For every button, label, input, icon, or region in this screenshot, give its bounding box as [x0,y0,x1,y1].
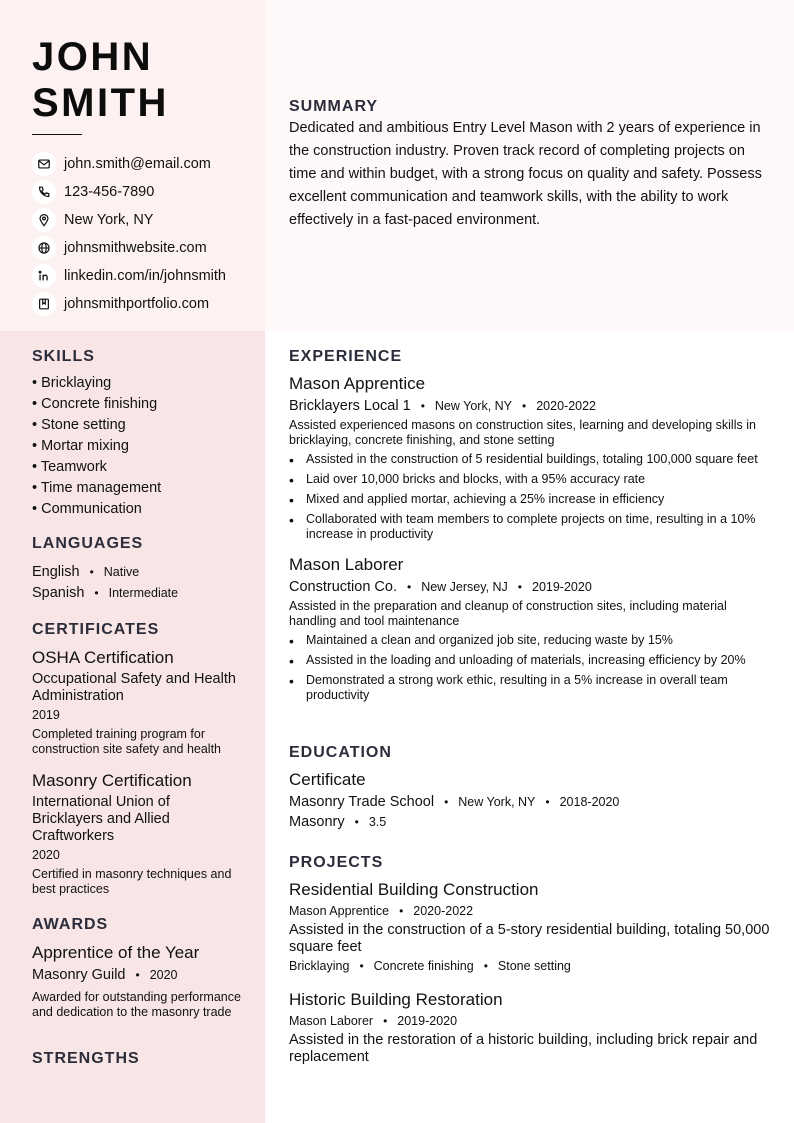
last-name: SMITH [32,81,169,125]
awards-heading: AWARDS [32,916,109,933]
summary-heading: SUMMARY [289,98,379,115]
location-text: New York, NY [64,212,154,228]
contact-website[interactable] [32,234,226,262]
project-meta [289,901,773,921]
languages-heading: LANGUAGES [32,535,144,552]
job-bullets [289,633,773,703]
experience-item [289,373,773,542]
separator-dot: • [89,565,94,579]
job-title: Mason Apprentice [289,374,426,393]
award-item [32,942,242,1020]
education-school: Masonry Trade School [289,794,435,810]
certificate-title: OSHA Certification [32,648,174,667]
job-location: New York, NY [434,399,513,413]
projects-heading: PROJECTS [289,854,384,871]
separator-dot: • [94,586,99,600]
education-dates: 2018-2020 [559,795,620,809]
separator-dot: • [420,399,425,413]
phone-icon [32,180,56,204]
experience-heading: EXPERIENCE [289,348,403,365]
project-tag: Stone setting [497,959,571,973]
separator-dot: • [517,580,522,594]
separator-dot: • [545,795,550,809]
certificates-heading: CERTIFICATES [32,621,160,638]
job-location: New Jersey, NJ [421,580,508,594]
separator-dot: • [483,959,488,973]
skill-item: • Concrete finishing [32,396,158,412]
job-meta [289,396,773,416]
project-title: Residential Building Construction [289,880,539,899]
language-level: Intermediate [108,586,179,600]
skill-item: • Stone setting [32,417,126,433]
job-bullet: • Collaborated with team members to complete projects on time, resulting in a 10% increase in productivity [289,512,773,542]
education-meta [289,792,773,812]
education-field-row [289,812,773,832]
certificate-title: Masonry Certification [32,771,192,790]
separator-dot: • [444,795,449,809]
linkedin-icon [32,264,56,288]
award-title: Apprentice of the Year [32,943,200,962]
job-bullet: • Assisted in the loading and unloading of materials, increasing efficiency by 20% [289,653,773,668]
separator-dot: • [399,904,404,918]
separator-dot: • [354,815,359,829]
first-name: JOHN [32,35,154,79]
strengths-section [32,1050,242,1068]
project-role: Mason Laborer [289,1014,374,1028]
project-description: Assisted in the restoration of a historic building, including brick repair and replacement [289,1032,758,1065]
language-name: Spanish [32,585,85,601]
certificate-year: 2020 [32,848,60,862]
certificate-desc: Certified in masonry techniques and best practices [32,867,232,896]
map-pin-icon [32,208,56,232]
separator-dot: • [407,580,412,594]
certificate-item [32,770,242,897]
project-tag: Concrete finishing [373,959,474,973]
certificate-issuer: International Union of Bricklayers and Allied Craftworkers [32,794,170,844]
skills-section [32,348,242,520]
languages-section [32,535,242,604]
language-name: English [32,564,80,580]
project-role: Mason Apprentice [289,904,390,918]
awards-section [32,916,242,1020]
separator-dot: • [522,399,527,413]
language-level: Native [103,565,140,579]
language-row [32,583,242,604]
website-text: johnsmithwebsite.com [64,240,207,256]
project-dates: 2020-2022 [413,904,474,918]
skill-item: • Communication [32,501,142,517]
education-gpa: 3.5 [368,815,387,829]
skill-item: • Mortar mixing [32,438,129,454]
skill-item: • Bricklaying [32,375,112,391]
contact-portfolio[interactable] [32,290,226,318]
skill-item: • Teamwork [32,459,107,475]
project-description: Assisted in the construction of a 5-story residential building, totaling 50,000 square feet [289,922,770,955]
project-item [289,989,773,1066]
certificate-year: 2019 [32,708,60,722]
education-degree: Certificate [289,770,366,789]
job-company: Bricklayers Local 1 [289,398,411,414]
bookmark-icon [32,292,56,316]
language-row [32,562,242,583]
certificate-item [32,647,242,757]
award-org: Masonry Guild [32,967,126,983]
job-bullets [289,452,773,542]
contact-linkedin[interactable] [32,262,226,290]
job-meta [289,577,773,597]
project-meta [289,1011,773,1031]
education-section [289,744,773,832]
certificate-issuer: Occupational Safety and Health Administration [32,671,236,704]
job-description: Assisted in the preparation and cleanup of construction sites, including material handling and tool maintenance [289,599,727,628]
job-dates: 2020-2022 [536,399,596,413]
linkedin-text: linkedin.com/in/johnsmith [64,268,226,284]
skills-heading: SKILLS [32,348,95,365]
contact-email[interactable] [32,150,226,178]
job-bullet: • Demonstrated a strong work ethic, resulting in a 5% increase in overall team productivity [289,673,773,703]
education-heading: EDUCATION [289,744,392,761]
job-company: Construction Co. [289,579,397,595]
skill-item: • Time management [32,480,162,496]
envelope-icon [32,152,56,176]
award-year: 2020 [149,968,178,982]
separator-dot: • [359,959,364,973]
contact-location [32,206,226,234]
job-dates: 2019-2020 [532,580,592,594]
award-meta [32,965,242,986]
job-bullet: • Maintained a clean and organized job site, reducing waste by 15% [289,633,773,648]
project-title: Historic Building Restoration [289,990,503,1009]
project-dates: 2019-2020 [397,1014,458,1028]
contact-list [32,150,226,318]
job-bullet: • Mixed and applied mortar, achieving a 25% increase in efficiency [289,492,773,507]
phone-text: 123-456-7890 [64,184,155,200]
strengths-heading: STRENGTHS [32,1050,140,1067]
portfolio-text: johnsmithportfolio.com [64,296,210,312]
separator-dot: • [135,968,140,982]
project-tags [289,956,773,976]
job-bullet: • Assisted in the construction of 5 residential buildings, totaling 100,000 square feet [289,452,773,467]
candidate-name [32,34,169,126]
experience-section [289,348,773,708]
job-bullet: • Laid over 10,000 bricks and blocks, with a 95% accuracy rate [289,472,773,487]
name-divider [32,134,82,135]
education-field: Masonry [289,814,345,830]
email-text: john.smith@email.com [64,156,211,172]
project-tag: Bricklaying [289,959,350,973]
summary-text: Dedicated and ambitious Entry Level Mason with 2 years of experience in the construction industry. Proven track record of completing projects on time and within budget, with a strong focus on quality and safety. Possess excellent communication and teamwork skills, with the ability to work effectively in a fast-paced environment. [289,120,762,228]
project-item [289,879,773,976]
award-desc: Awarded for outstanding performance and dedication to the masonry trade [32,990,241,1019]
education-location: New York, NY [458,795,536,809]
job-description: Assisted experienced masons on construction sites, learning and developing skills in bricklaying, concrete finishing, and stone setting [289,418,756,447]
experience-item [289,554,773,703]
separator-dot: • [383,1014,388,1028]
certificates-section [32,621,242,897]
projects-section [289,854,773,1066]
job-title: Mason Laborer [289,555,404,574]
certificate-desc: Completed training program for construction site safety and health [32,727,222,756]
globe-icon [32,236,56,260]
contact-phone[interactable] [32,178,226,206]
